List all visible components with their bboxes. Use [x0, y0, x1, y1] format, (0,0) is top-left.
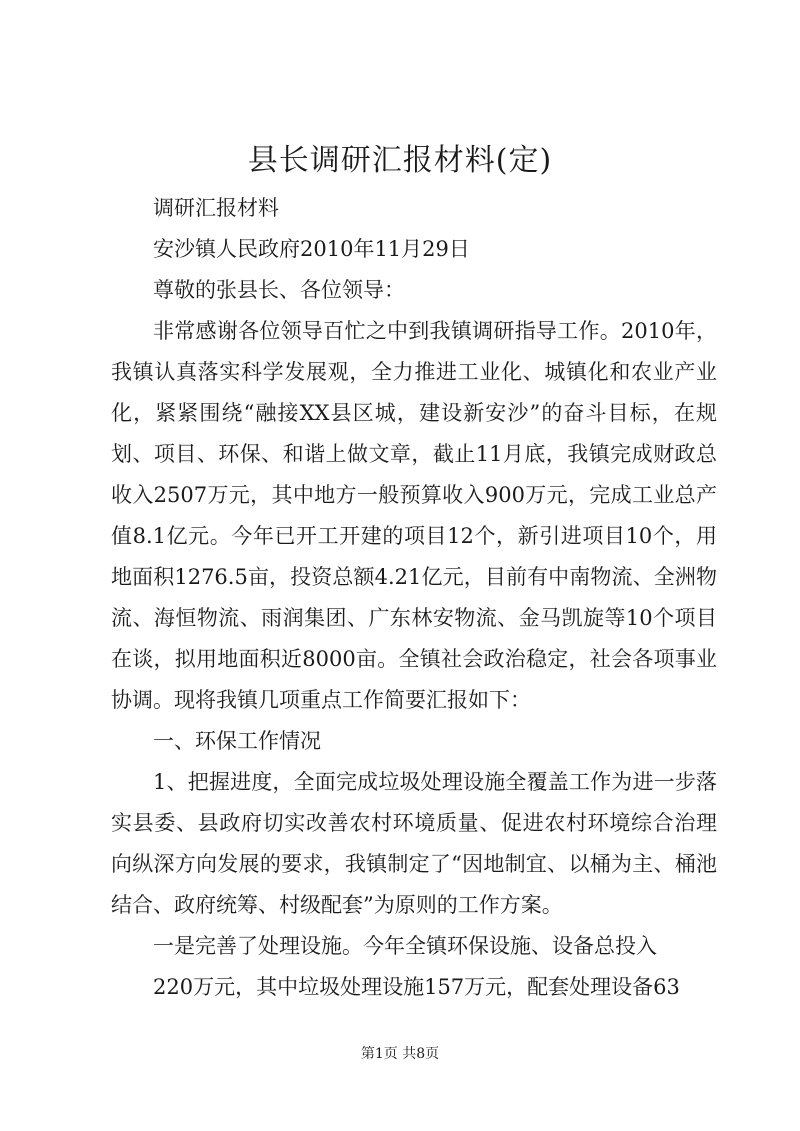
section-heading-environment: 一、环保工作情况: [153, 729, 321, 753]
paragraph-salutation: 尊敬的张县长、各位领导：: [153, 278, 405, 302]
paragraph-issuer-date: 安沙镇人民政府2010年11月29日: [153, 237, 470, 261]
document-body: [111, 188, 717, 1008]
document-title: 县长调研汇报材料(定): [247, 143, 553, 178]
paragraph-progress: 1、把握进度，全面完成垃圾处理设施全覆盖工作为进一步落实县委、县政府切实改善农村环境质量、促进农村环境综合治理向纵深方向发展的要求，我镇制定了“因地制宜、以桶为主、桶池结合、政府统筹、村级配套”为原则的工作方案。: [111, 770, 717, 917]
paragraph-overview: 非常感谢各位领导百忙之中到我镇调研指导工作。2010年，我镇认真落实科学发展观，全力推进工业化、城镇化和农业产业化，紧紧围绕“融接XX县区城，建设新安沙”的奋斗目标，在规划、项目、环保、和谐上做文章，截止11月底，我镇完成财政总收入2507万元，其中地方一般预算收入900万元，完成工业总产值8.1亿元。今年已开工开建的项目12个，新引进项目10个，用地面积1276.5亩，投资总额4.21亿元，目前有中南物流、全洲物流、海恒物流、雨润集团、广东林安物流、金马凯旋等10个项目在谈，拟用地面积近8000亩。全镇社会政治稳定，社会各项事业协调。现将我镇几项重点工作简要汇报如下：: [111, 319, 717, 712]
page-footer: 第1页 共8页: [360, 1046, 440, 1062]
paragraph-investment: 220万元，其中垃圾处理设施157万元，配套处理设备63: [153, 975, 680, 999]
paragraph-facilities: 一是完善了处理设施。今年全镇环保设施、设备总投入: [153, 934, 657, 958]
paragraph-heading: 调研汇报材料: [153, 196, 279, 220]
